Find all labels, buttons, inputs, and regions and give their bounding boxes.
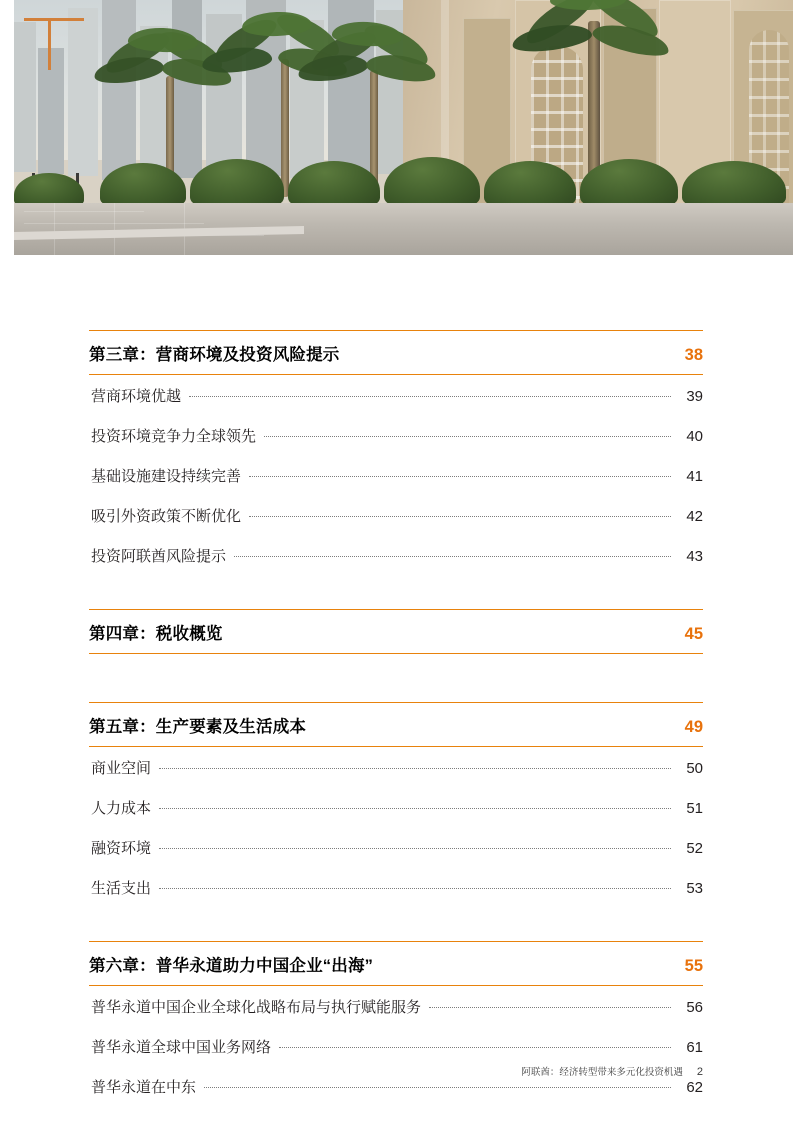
section-gap: [89, 654, 703, 702]
chapter-page-number: 55: [684, 957, 703, 975]
toc-entry-label: 普华永道全球中国业务网络: [91, 1038, 272, 1056]
toc-entry-page: 62: [686, 1078, 703, 1096]
chapter-page-number: 38: [684, 346, 703, 364]
toc-entry-page: 50: [686, 759, 703, 777]
leader-dots: [204, 1086, 671, 1088]
leader-dots: [159, 847, 671, 849]
page-footer: [521, 1064, 703, 1078]
toc-entry[interactable]: [89, 455, 703, 495]
toc-entry-label: 普华永道中国企业全球化战略布局与执行赋能服务: [91, 998, 422, 1016]
leader-dots: [249, 515, 671, 517]
hedge-row: [14, 149, 793, 207]
toc-entry-label: 营商环境优越: [91, 387, 182, 405]
toc-entry-label: 融资环境: [91, 839, 152, 857]
toc-entry-page: 43: [686, 547, 703, 565]
chapter-entries: [89, 986, 703, 1106]
chapter-entries: [89, 747, 703, 907]
leader-dots: [234, 555, 671, 557]
section-gap: [89, 575, 703, 609]
leader-dots: [159, 807, 671, 809]
toc-entry-label: 基础设施建设持续完善: [91, 467, 242, 485]
chapter-heading[interactable]: [89, 609, 703, 654]
toc-entry-label: 人力成本: [91, 799, 152, 817]
toc-entry-label: 投资环境竞争力全球领先: [91, 427, 257, 445]
chapter-page-number: 49: [684, 718, 703, 736]
section-gap: [89, 907, 703, 941]
toc-entry[interactable]: [89, 827, 703, 867]
toc-entry[interactable]: [89, 495, 703, 535]
toc-entry-page: 52: [686, 839, 703, 857]
chapter-title: 第四章：税收概览: [89, 625, 223, 643]
toc-entry-label: 投资阿联酋风险提示: [91, 547, 227, 565]
toc-entry[interactable]: [89, 375, 703, 415]
toc-entry-page: 40: [686, 427, 703, 445]
toc-entry[interactable]: [89, 1026, 703, 1066]
leader-dots: [159, 767, 671, 769]
leader-dots: [159, 887, 671, 889]
hero-image: [14, 0, 793, 255]
toc-entry[interactable]: [89, 986, 703, 1026]
toc-entry-page: 61: [686, 1038, 703, 1056]
chapter-entries: [89, 375, 703, 575]
toc-entry[interactable]: [89, 747, 703, 787]
toc-entry-page: 53: [686, 879, 703, 897]
toc-entry-label: 生活支出: [91, 879, 152, 897]
toc-entry-page: 41: [686, 467, 703, 485]
leader-dots: [189, 395, 671, 397]
chapter-heading[interactable]: [89, 941, 703, 986]
chapter-heading[interactable]: [89, 330, 703, 375]
chapter-title: 第三章：营商环境及投资风险提示: [89, 346, 340, 364]
chapter-title: 第五章：生产要素及生活成本: [89, 718, 307, 736]
chapter-page-number: 45: [684, 625, 703, 643]
leader-dots: [264, 435, 671, 437]
toc-entry-label: 普华永道在中东: [91, 1078, 197, 1096]
toc-entry-label: 商业空间: [91, 759, 152, 777]
construction-crane-mast: [48, 18, 51, 70]
toc-entry-label: 吸引外资政策不断优化: [91, 507, 242, 525]
toc-entry-page: 56: [686, 998, 703, 1016]
footer-page-number: 2: [696, 1066, 703, 1078]
table-of-contents: [89, 330, 703, 1106]
construction-crane-icon: [24, 18, 84, 21]
footer-title: 阿联酋：经济转型带来多元化投资机遇: [521, 1067, 683, 1078]
toc-entry-page: 42: [686, 507, 703, 525]
toc-entry[interactable]: [89, 867, 703, 907]
toc-entry[interactable]: [89, 787, 703, 827]
leader-dots: [279, 1046, 671, 1048]
chapter-heading[interactable]: [89, 702, 703, 747]
toc-entry[interactable]: [89, 415, 703, 455]
toc-entry-page: 51: [686, 799, 703, 817]
chapter-title: 第六章：普华永道助力中国企业“出海”: [89, 957, 374, 975]
leader-dots: [249, 475, 671, 477]
toc-entry[interactable]: [89, 535, 703, 575]
leader-dots: [429, 1006, 671, 1008]
toc-entry-page: 39: [686, 387, 703, 405]
